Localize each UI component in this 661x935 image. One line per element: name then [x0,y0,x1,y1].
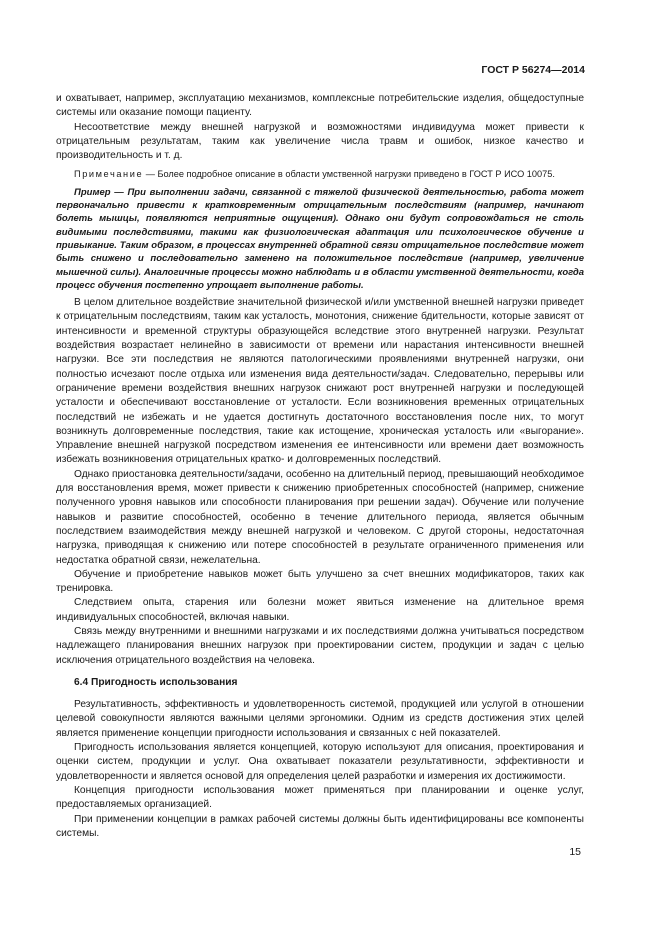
paragraph: Несоответствие между внешней нагрузкой и возможностями индивидуума может привести к отрицательным результатам, таким как увеличение числа травм и ошибок, низкое качество и производительность и т. д. [56,121,584,162]
paragraph: Пригодность использования является концепцией, которую используют для описания, проектирования и оценки систем, продукции и услуг. Она охватывает показатели результативности, эффективности и удовлетворенности и является основой для определения целей разработки и измерения их достижимости. [56,742,584,782]
paragraph: Обучение и приобретение навыков может быть улучшено за счет внешних модификаторов, таких как тренировка. [56,568,584,595]
note-label: Примечание [74,169,144,180]
section-title: 6.4 Пригодность использования [74,676,238,688]
note-text: — Более подробное описание в области умственной нагрузки приведено в ГОСТ Р ИСО 10075. [143,169,555,180]
paragraph: Концепция пригодности использования может применяться при планировании и оценке услуг, предоставляемых организацией. [56,784,584,811]
paragraph: В целом длительное воздействие значительной физической и/или умственной внешней нагрузки приведет к отрицательным последствиям, таким как усталость, монотония, снижение бдительности, которые зависят от интенсивности и временной структуры образующейся вследствие этого внутренней нагрузки. Результат воздействия возрастает нелинейно в зависимости от времени или нарастания интенсивности внешней нагрузки. Все эти последствия не являются патологическими проявлениями внутренней нагрузки, они полностью исчезают после отдыха или изменения вида деятельности/задач. Следовательно, перерывы или ограничение времени воздействия внешних нагрузок снижают рост внутренней нагрузки и последующей усталости и обеспечивают восстановление от усталости. Если возникновения временных отрицательных последствий не избежать и не удается достигнуть достаточного восстановления после них, то могут возникнуть долговременные последствия, такие как истощение, хроническая усталость или «выгорание». Управление внешней нагрузкой посредством изменения ее интенсивности или времени дает возможность избежать возникновения отрицательных кратко- и долговременных последствий. [56,297,584,466]
paragraph: Однако приостановка деятельности/задачи, особенно на длительный период, превышающий необходимое для восстановления время, может привести к снижению приобретенных способностей (например, снижение полученного уровня навыков или способности планирования при решении задач). Обучение или получение навыков и развитие способностей, особенно в течение длительного периода, является обычным последствием взаимодействия между внешней нагрузкой и человеком. С другой стороны, недостаточная нагрузка, приводящая к снижению или потере способностей в результате ограниченного применения или недостатка обратной связи, нежелательна. [56,468,585,566]
paragraph: Результативность, эффективность и удовлетворенность системой, продукцией или услугой в отношении целевой совокупности являются важными целями эргономики. Одним из средств достижения этих целей является применение концепции пригодности использования и связанных с ней показателей. [56,699,584,739]
page-number: 15 [569,846,581,858]
example: Пример — При выполнении задачи, связанной с тяжелой физической деятельностью, работа может первоначально привести к кратковременным отрицательным последствиям (например, начинают болеть мышцы, появляются неприятные ощущения). Однако они будут сопровождаться не столь видимыми последствиями, такими как физиологическая адаптация или психологическое обучение и привыкание. Таким образом, в процессах внутренней обратной связи отрицательное последствие может быть снижено и последовательно заменено на положительное последствие (например, увеличение мышечной силы). Аналогичные процессы можно наблюдать и в области умственной деятельности, когда процесс обучения постепенно упрощает выполнение работы. [56,186,584,291]
paragraph: Следствием опыта, старения или болезни может явиться изменение на длительное время индивидуальных способностей, включая навыки. [56,597,584,623]
paragraph: Связь между внутренними и внешними нагрузками и их последствиями должна учитываться посредством надлежащего планирования внешних нагрузок при проектировании систем, продукции и задач с целью исключения отрицательного воздействия на человека. [56,625,584,666]
document-body [56,92,584,841]
document-header: ГОСТ Р 56274—2014 [481,64,585,76]
note [56,167,584,181]
paragraph: и охватывает, например, эксплуатацию механизмов, комплексные потребительские изделия, общедоступные системы или оказание помощи пациенту. [56,93,584,119]
paragraph: При применении концепции в рамках рабочей системы должны быть идентифицированы все компоненты системы. [56,813,584,839]
